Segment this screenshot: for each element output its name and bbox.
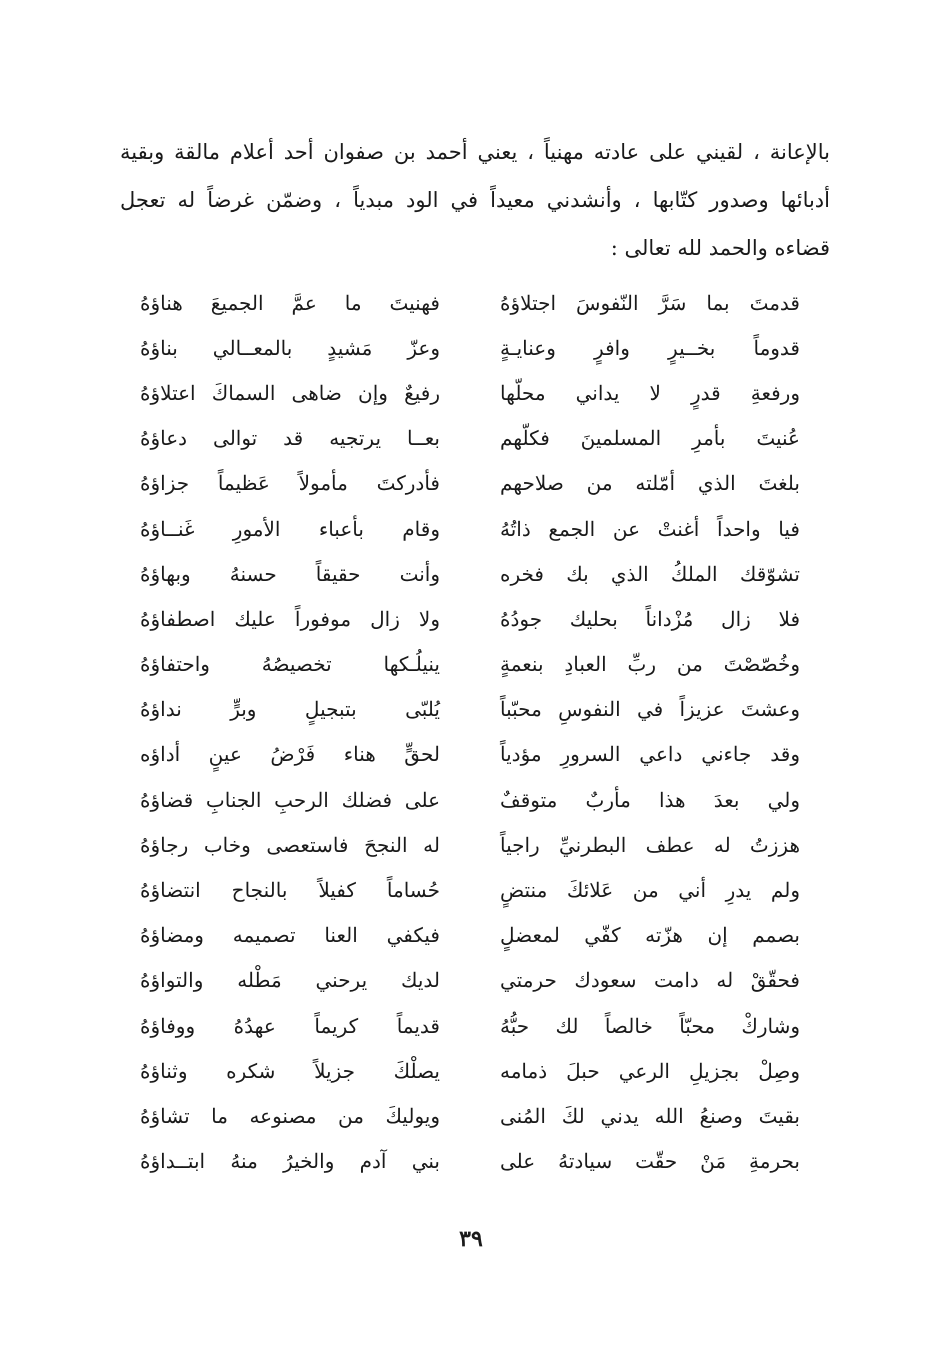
verse (140, 506, 800, 551)
verse (140, 370, 800, 415)
poem (140, 280, 800, 1184)
verse-first-hemistich: تشوّقك الملكُ الذي بك فخره (500, 561, 800, 586)
verse-first-hemistich: فيا واحداً أغنتْ عن الجمع ذاتُهُ (500, 516, 800, 541)
verse-first-hemistich: وشاركْ محبّاً خالصاً لك حبُّهُ (500, 1013, 800, 1038)
verse (140, 280, 800, 325)
verse-first-hemistich: بصمم إن هزّته كفّي لمعضلٍ (500, 923, 800, 948)
verse (140, 687, 800, 732)
verse (140, 913, 800, 958)
verse-first-hemistich: ورفعةِ قدرٍ لا يداني محلّها (500, 380, 800, 405)
verse-first-hemistich: بحرمةِ مَنْ حقّت سيادتهُ على (500, 1149, 800, 1174)
verse (140, 822, 800, 867)
intro-paragraph (120, 128, 830, 272)
verse-first-hemistich: عُنيتَ بأمرِ المسلمينَ فكلّهم (500, 426, 800, 451)
verse (140, 777, 800, 822)
verse-second-hemistich: فهنيتَ ما عمَّ الجميعَ هناؤهُ (140, 290, 440, 315)
verse (140, 642, 800, 687)
verse-second-hemistich: لديك يرحني مَطْله والتواؤهُ (140, 968, 440, 993)
verse-second-hemistich: بعــا يرتجيه قد توالى دعاؤهُ (140, 426, 440, 451)
verse (140, 1048, 800, 1093)
verse-second-hemistich: حُساماً كفيلاً بالنجاح انتضاؤهُ (140, 878, 440, 903)
verse-second-hemistich: يُلبّى بتبجيلٍ وبرٍّ نداؤهُ (140, 697, 440, 722)
verse-second-hemistich: يصلْكَ جزيلاً شكره وثناؤهُ (140, 1058, 440, 1083)
verse (140, 416, 800, 461)
verse-first-hemistich: بقيتَ وصنعُ الله يدني لكَ المُنى (500, 1103, 800, 1128)
intro-line: قضاءه والحمد لله تعالى : (610, 236, 830, 260)
verse (140, 1139, 800, 1184)
intro-line: أدبائها وصدور كتّابها ، وأنشدني معيداً في الود مبدياً ، وضمّن غرضاً له تعجل (120, 188, 830, 212)
verse-second-hemistich: وأنت حقيقاً حسنهُ وبهاؤهُ (140, 561, 440, 586)
verse-first-hemistich: هززتُ له عطف البطرنيِّ راجياً (500, 832, 800, 857)
verse-second-hemistich: ولا زال موفوراً عليك اصطفاؤهُ (140, 606, 440, 631)
verse-first-hemistich: وقد جاءني داعي السرورِ مؤدياً (500, 742, 800, 767)
verse-first-hemistich: ولم يدرِ أني من عَلائكَ منتضٍ (500, 878, 800, 903)
verse-second-hemistich: بني آدم والخيرُ منهُ ابتــداؤهُ (140, 1149, 440, 1174)
verse-first-hemistich: وعشتَ عزيزاً في النفوسِ محبّباً (500, 697, 800, 722)
verse-first-hemistich: قدمتَ بما سَرَّ النّفوسَ اجتلاؤهُ (500, 290, 800, 315)
verse-first-hemistich: وخُصّصْتَ من ربِّ العبادِ بنعمةٍ (500, 652, 800, 677)
verse-first-hemistich: وصِلْ بجزيلِ الرعي حبلَ ذمامه (500, 1058, 800, 1083)
verse (140, 958, 800, 1003)
verse-second-hemistich: له النجحَ فاستعصى وخاب رجاؤهُ (140, 832, 440, 857)
verse-first-hemistich: ولي بعدَ هذا مأربٌ متوقفٌ (500, 787, 800, 812)
verse (140, 1003, 800, 1048)
verse-first-hemistich: فلا زال مُزْداناً بحليك جودُهُ (500, 606, 800, 631)
verse (140, 551, 800, 596)
verse (140, 325, 800, 370)
verse-second-hemistich: فأدركتَ مأمولاً عَظيماً جزاؤهُ (140, 471, 440, 496)
verse-second-hemistich: ينيلُـكها تخصيصُهُ واحتفاؤهُ (140, 652, 440, 677)
verse-second-hemistich: لحقٍّ هناء فَرْضُ عينٍ أداؤه (140, 742, 440, 767)
verse-first-hemistich: قدوماً بخــيرٍ وافرٍ وعنايـةٍ (500, 335, 800, 360)
verse-second-hemistich: فيكفي العنا تصميمه ومضاؤهُ (140, 923, 440, 948)
verse (140, 461, 800, 506)
verse (140, 596, 800, 641)
verse-second-hemistich: رفيعٌ وإن ضاهى السماكَ اعتلاؤهُ (140, 380, 440, 405)
verse (140, 867, 800, 912)
verse (140, 732, 800, 777)
page-number: ٣٩ (459, 1226, 483, 1252)
verse-second-hemistich: على فضلك الرحبِ الجنابِ قضاؤهُ (140, 787, 440, 812)
intro-line: بالإعانة ، لقيني على عادته مهنياً ، يعني أحمد بن صفوان أحد أعلام مالقة وبقية (120, 140, 830, 164)
verse-first-hemistich: فحقّقْ له دامت سعودك حرمتي (500, 968, 800, 993)
verse-first-hemistich: بلغتَ الذي أمّلته من صلاحهم (500, 471, 800, 496)
verse (140, 1093, 800, 1138)
verse-second-hemistich: ويوليكَ من مصنوعه ما تشاؤهُ (140, 1103, 440, 1128)
verse-second-hemistich: وقام بأعباء الأمورِ غَنــاؤهُ (140, 516, 440, 541)
verse-second-hemistich: قديماً كريماً عهدُهُ ووفاؤهُ (140, 1013, 440, 1038)
verse-second-hemistich: وعزّ مَشيدٍ بالمعــالي بناؤهُ (140, 335, 440, 360)
